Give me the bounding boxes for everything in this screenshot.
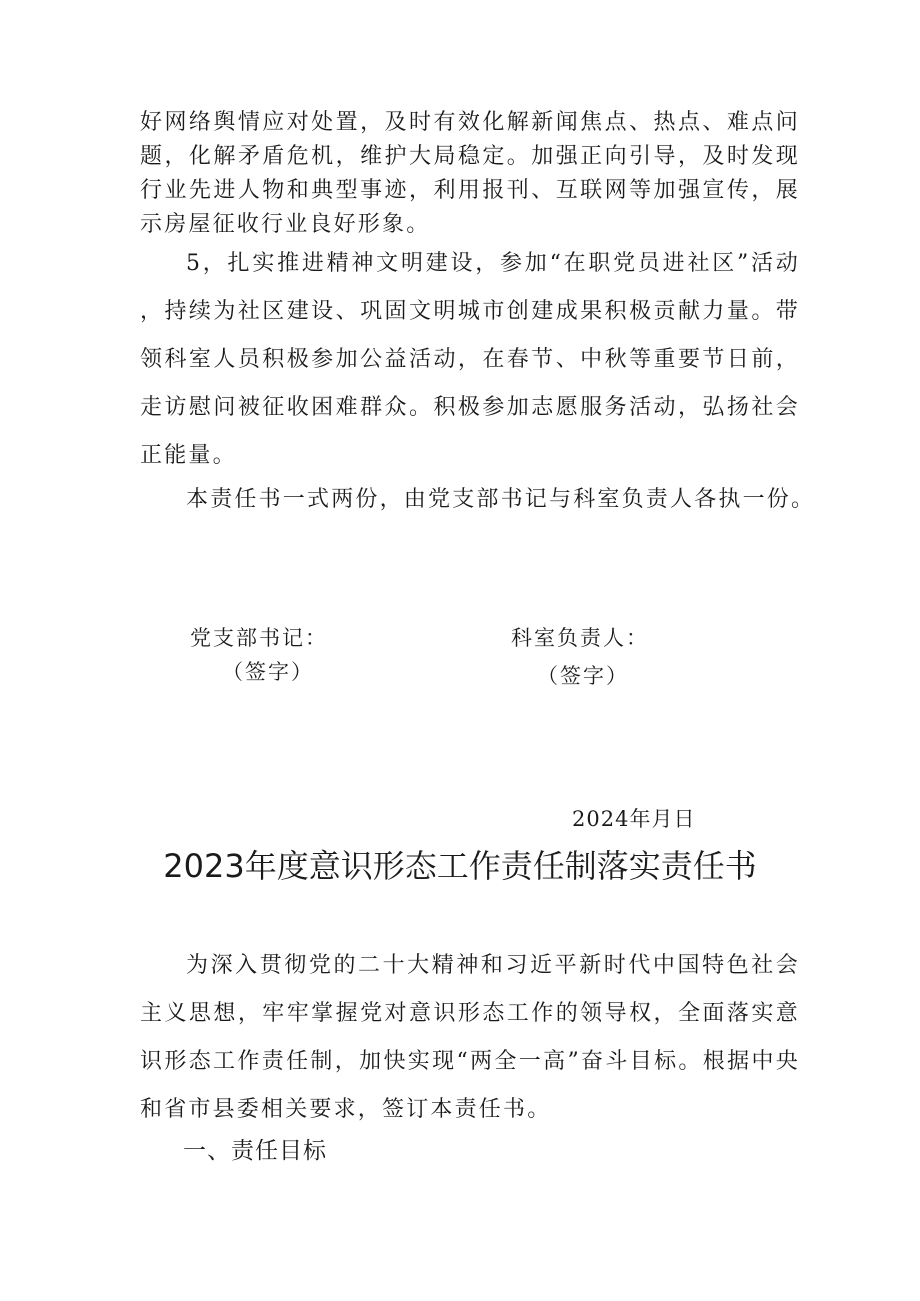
- party-secretary-label: 党支部书记：: [190, 626, 328, 650]
- date-line: 2024年月日: [572, 807, 696, 831]
- continued-paragraph: 好网络舆情应对处置，及时有效化解新闻焦点、热点、难点问题，化解矛盾危机，维护大局稳定。加强正向引导，及时发现行业先进人物和典型事迹，利用报刊、互联网等加强宣传，展示房屋征收行业良好形象。: [140, 110, 800, 237]
- intro-paragraph: 为深入贯彻党的二十大精神和习近平新时代中国特色社会主义思想，牢牢掌握党对意识形态工作的领导权，全面落实意识形态工作责任制，加快实现“两全一高”奋斗目标。根据中央和省市县委相关要求，签订本责任书。: [140, 953, 800, 1122]
- party-secretary-signature-hint: （签字）: [222, 660, 314, 684]
- section-1-heading: 一、责任目标: [183, 1138, 327, 1164]
- copies-note: 本责任书一式两份，由党支部书记与科室负责人各执一份。: [186, 487, 816, 512]
- section-head-label: 科室负责人：: [511, 626, 649, 650]
- item-5-paragraph: 5，扎实推进精神文明建设，参加“在职党员进社区”活动，持续为社区建设、巩固文明城市创建成果积极贡献力量。带领科室人员积极参加公益活动，在春节、中秋等重要节日前，走访慰问被征收困难群众。积极参加志愿服务活动，弘扬社会正能量。: [140, 251, 800, 468]
- document-title: 2023年度意识形态工作责任制落实责任书: [163, 847, 757, 885]
- section-head-signature-hint: （签字）: [537, 664, 629, 688]
